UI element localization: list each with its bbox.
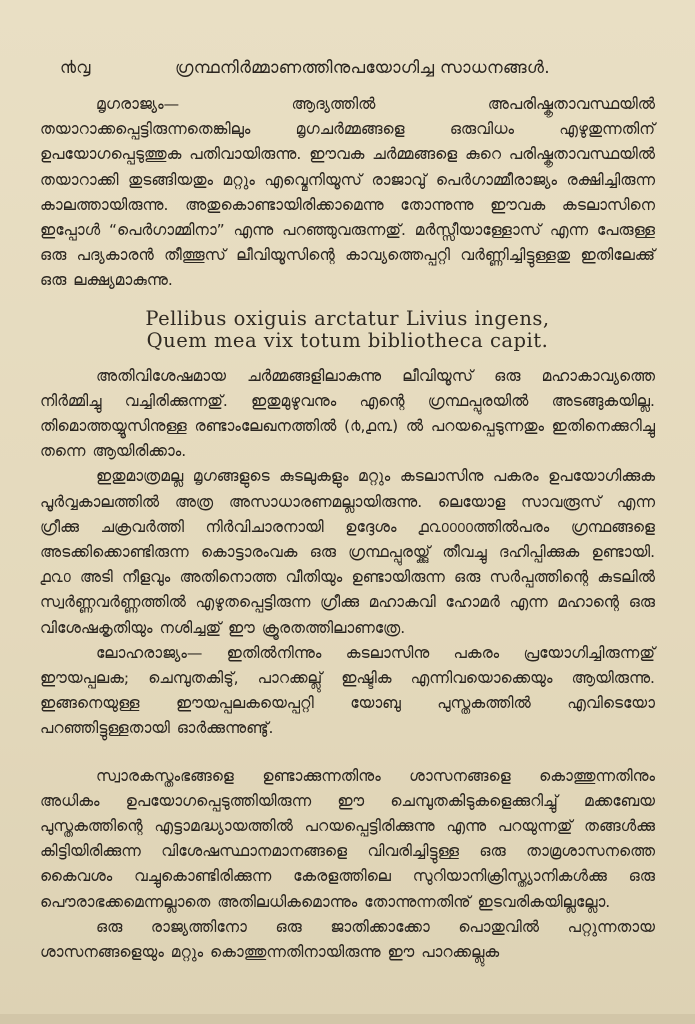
paragraph-animal-kingdom: മൃഗരാജ്യം— ആദ്യത്തിൽ അപരിഷ്കൃതാവസ്ഥയിൽ തയാറാക്കപ്പെട്ടിരുന്നതെങ്കിലും മൃഗചർമ്മങ്ങളെ ഒരുവിധം എഴുതുന്നതിന് ഉപയോഗപ്പെടുത്തുക പതിവായിരുന്നു. ഈവക ചർമ്മങ്ങളെ കുറെ പരിഷ്കൃതാവസ്ഥയിൽ തയാറാക്കി തുടങ്ങിയതും മറ്റും എവ്മെനിയൂസ് രാജാവു് പെർഗാമ്മീരാജ്യം രക്ഷിച്ചിരുന്ന കാലത്തായിരുന്നു. അതുകൊണ്ടായിരിക്കാമെന്നു തോന്നുന്നു ഈവക കടലാസിനെ ഇപ്പോൾ “പെർഗാമ്മിനാ” എന്നു പറഞ്ഞുവരുന്നതു്. മർസ്സീയാള്ളോസ് എന്ന പേരുള്ള ഒരു പദ്യകാരൻ തീത്തൂസ് ലീവിയൂസിന്റെ കാവ്യത്തെപ്പറ്റി വർണ്ണിച്ചിട്ടുള്ളതു ഇതിലേക്കു് ഒരു ലക്ഷ്യമാകുന്നു. (40, 95, 655, 290)
paragraph-stone-inscriptions: ഒരു രാജ്യത്തിനോ ഒരു ജാതിക്കാക്കോ പൊതുവിൽ പറ്റുന്നതായ ശാസനങ്ങളെയും മറ്റും കൊത്തുന്നതിനായിരുന്നു ഈ പാറക്കല്ലുക (40, 917, 655, 962)
running-title: ഗ്രന്ഥനിർമ്മാണത്തിനുപയോഗിച്ച സാധനങ്ങൾ. (175, 58, 550, 78)
verse-line-2: Quem mea vix totum bibliotheca capit. (146, 328, 549, 352)
paragraph-copper-plates: സ്വാരകസ്തംഭങ്ങളെ ഉണ്ടാക്കുന്നതിനും ശാസനങ്ങളെ കൊത്തുന്നതിനും അധികം ഉപയോഗപ്പെടുത്തിയിരുന്ന ഈ ചെമ്പുതകിടുകളെക്കുറിച്ചു് മക്കബേയ പുസ്തകത്തിന്റെ എട്ടാമദ്ധ്യായത്തിൽ പറയപ്പെട്ടിരിക്കുന്നു എന്നു പറയുന്നതു് തങ്ങൾക്കു കിട്ടിയിരിക്കുന്ന വിശേഷസ്ഥാനമാനങ്ങളെ വിവരിച്ചിട്ടുള്ള ഒരു താമ്രശാസനത്തെ കൈവശം വച്ചുകൊണ്ടിരിക്കുന്ന കേരളത്തിലെ സുറിയാനിക്രിസ്ത്യാനികൾക്കു ഒരു പൌരാഭക്കമെന്നല്ലാതെ അതിലധികമൊന്നും തോന്നുന്നതിനു് ഇടവരികയില്ലല്ലോ. (40, 766, 655, 911)
paragraph-intestines: ഇതുമാത്രമല്ല മൃഗങ്ങളുടെ കുടലുകളും മറ്റും കടലാസിനു പകരം ഉപയോഗിക്കുക പൂർവ്വകാലത്തിൽ അത്ര അസാധാരണമല്ലായിരുന്നു. ലെയോള സാവരൂസ് എന്ന ഗ്രീക്കു ചക്രവർത്തി നിർവിചാരനായി ഉദ്ദേശം ൧൨൦൦൦൦ത്തിൽപരം ഗ്രന്ഥങ്ങളെ അടക്കിക്കൊണ്ടിരുന്ന കൊട്ടാരംവക ഒരു ഗ്രന്ഥപ്പുരയ്ക്കു് തീവച്ചു ദഹിപ്പിക്കുക ഉണ്ടായി. ൧൨൦ അടി നീളവും അതിനൊത്ത വീതിയും ഉണ്ടായിരുന്ന ഒരു സർപ്പത്തിന്റെ കുടലിൽ സ്വർണ്ണവർണ്ണത്തിൽ എഴുതപ്പെട്ടിരുന്ന ഗ്രീക്കു മഹാകവി ഹോമർ എന്ന മഹാന്റെ ഒരു വിശേഷകൃതിയും നശിച്ചതു് ഈ ക്രൂരതത്തിലാണത്രേ. (40, 467, 655, 637)
verse-line-1: Pellibus oxiguis arctatur Livius ingens, (145, 306, 550, 330)
latin-verse (40, 308, 655, 352)
paragraph-livius: അതിവിശേഷമായ ചർമ്മങ്ങളിലാകുന്നു ലീവിയൂസ് ഒരു മഹാകാവ്യത്തെ നിർമ്മിച്ചു വച്ചിരിക്കുന്നതു്. ഇതുമുഴുവനും എന്റെ ഗ്രന്ഥപ്പുരയിൽ അടങ്ങുകയില്ല. തിമൊത്തയ്യൂസിനുള്ള രണ്ടാംലേഖനത്തിൽ (൪,൧൩) ൽ പറയപ്പെടുന്നതും ഇതിനെക്കുറിച്ചു തന്നെ ആയിരിക്കാം. (40, 366, 655, 461)
page-bottom-edge (0, 1014, 695, 1024)
page-header (40, 58, 655, 92)
paragraph-metal-kingdom: ലോഹരാജ്യം— ഇതിൽനിന്നും കടലാസിനു പകരം പ്രയോഗിച്ചിരുന്നതു് ഈയപ്പലക; ചെമ്പുതകിടു്, പാറക്കല്ലു് ഇഷ്ടിക എന്നിവയൊക്കെയും ആയിരുന്നു. ഇങ്ങനെയുള്ള ഈയപ്പലകയെപ്പറ്റി യോബു പുസ്തകത്തിൽ എവിടെയോ പറഞ്ഞിട്ടുള്ളതായി ഓർക്കുന്നുണ്ടു്. (40, 643, 655, 738)
page-number: ൯൮ (60, 58, 91, 78)
